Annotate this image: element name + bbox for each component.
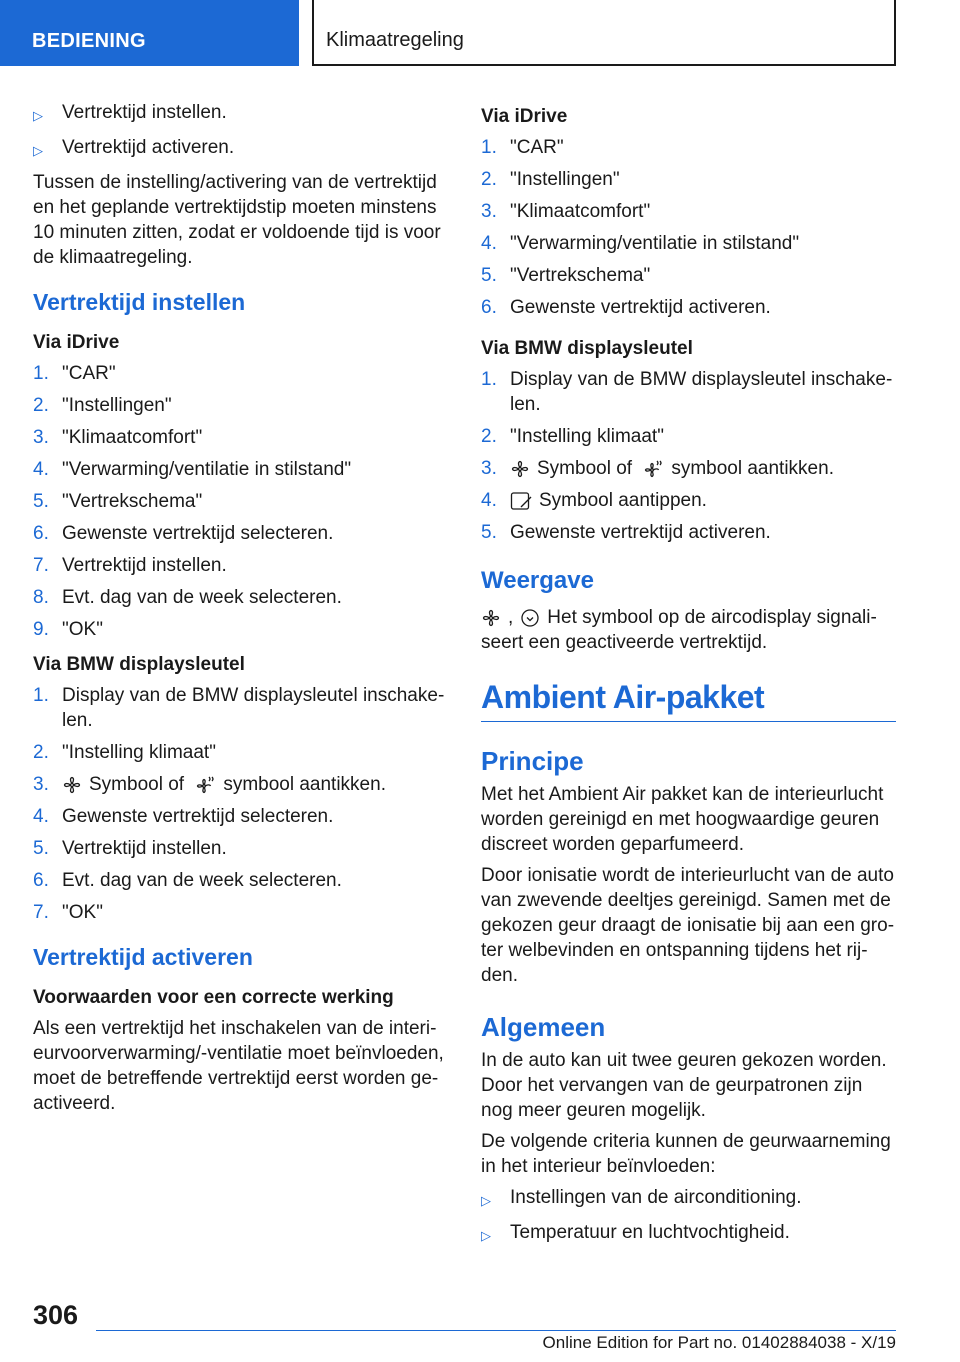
page-number: 306 — [33, 1300, 79, 1330]
page-header — [0, 0, 960, 66]
list-item: 3. "Klimaatcomfort" — [33, 427, 203, 448]
list-item: ▷ Vertrektijd activeren. — [33, 135, 445, 163]
list-item: 5. Vertrektijd instellen. — [33, 838, 227, 859]
list-item: 2. "Instelling klimaat" — [481, 426, 664, 447]
list-item: 7. "OK" — [33, 902, 103, 923]
algemeen-paragraph-1: In de auto kan uit twee geuren gekozen worden. Door het vervangen van de geurpatronen zijn nog meer geuren mogelijk. — [481, 1050, 887, 1121]
section-tab: BEDIENING — [0, 0, 299, 66]
clock-icon — [520, 608, 540, 628]
principe-paragraph-2: Door ionisatie wordt de interieurlucht van de auto van zwevende deeltjes gereinigd. Samen met de gekozen geur draagt de ionisatie bij aan een groter welbevinden en ontspanning tijdens het rijden. — [481, 865, 895, 986]
list-item: 7. Vertrektijd instellen. — [33, 555, 227, 576]
triangle-right-icon: ▷ — [33, 108, 43, 123]
list-item: 1. "CAR" — [33, 363, 116, 384]
principe-paragraph-1: Met het Ambient Air pakket kan de interieurlucht worden gereinigd en met hoogwaardige geuren discreet worden geparfumeerd. — [481, 784, 884, 855]
fan-icon — [62, 775, 82, 795]
edition-note: Online Edition for Part no. 01402884038 - X/19 — [542, 1333, 896, 1352]
heading-vertrektijd-instellen: Vertrektijd instellen — [33, 289, 246, 315]
heading-via-displaysleutel: Via BMW displaysleutel — [481, 338, 693, 359]
heading-via-idrive: Via iDrive — [481, 106, 568, 127]
list-item: 8. Evt. dag van de week selecteren. — [33, 587, 342, 608]
list-item: 3. Symbool of symbool aantikken. — [33, 774, 386, 795]
list-item: ▷ Temperatuur en luchtvochtigheid. — [481, 1220, 896, 1248]
triangle-right-icon: ▷ — [481, 1193, 491, 1208]
heading-via-idrive: Via iDrive — [33, 332, 120, 353]
list-item: 1. "CAR" — [481, 137, 564, 158]
list-item: 4. Symbool aantippen. — [481, 490, 707, 511]
heading-weergave: Weergave — [481, 567, 594, 594]
list-item: 6. Gewenste vertrektijd activeren. — [481, 297, 771, 318]
list-item: 2. "Instelling klimaat" — [33, 742, 216, 763]
heading-vertrektijd-activeren: Vertrektijd activeren — [33, 944, 253, 970]
list-item: ▷ Vertrektijd instellen. — [33, 100, 445, 128]
list-item: 5. "Vertrekschema" — [33, 491, 203, 512]
edit-icon — [510, 491, 532, 511]
list-item: 1. Display van de BMW displaysleutel inschakelen. — [33, 685, 445, 731]
fan-heat-icon — [644, 459, 664, 479]
fan-heat-icon — [196, 775, 216, 795]
right-column — [481, 100, 896, 1255]
list-item: 3. "Klimaatcomfort" — [481, 201, 651, 222]
fan-icon — [510, 459, 530, 479]
list-item: 4. "Verwarming/ventilatie in stilstand" — [33, 459, 352, 480]
triangle-right-icon: ▷ — [33, 143, 43, 158]
chapter-title: Klimaatregeling — [312, 0, 896, 66]
list-item: 3. Symbool of symbool aantikken. — [481, 458, 834, 479]
left-column — [33, 100, 445, 1122]
conditions-paragraph: Als een vertrektijd het inschakelen van de interieurvoorverwarming/-ventilatie moet beïnvloeden, moet de betreffende vertrektijd eerst worden geactiveerd. — [33, 1018, 444, 1114]
footer-divider — [96, 1330, 896, 1331]
algemeen-paragraph-2: De volgende criteria kunnen de geurwaarneming in het interieur beïnvloeden: — [481, 1131, 891, 1177]
heading-algemeen: Algemeen — [481, 1012, 606, 1042]
heading-principe: Principe — [481, 746, 584, 776]
list-item: 9. "OK" — [33, 619, 103, 640]
list-item: 5. Gewenste vertrektijd activeren. — [481, 522, 771, 543]
list-item: 4. Gewenste vertrektijd selecteren. — [33, 806, 334, 827]
weergave-paragraph: , Het symbool op de aircodisplay signaliseert een geactiveerde vertrektijd. — [481, 607, 877, 653]
list-item: 2. "Instellingen" — [481, 169, 620, 190]
list-item: 1. Display van de BMW displaysleutel inschakelen. — [481, 369, 893, 415]
intro-paragraph: Tussen de instelling/activering van de vertrektijd en het geplande vertrektijdstip moeten minstens 10 minuten zitten, zodat er voldoende tijd is voor de klimaatregeling. — [33, 172, 441, 268]
heading-ambient-air: Ambient Air-pakket — [481, 677, 896, 722]
triangle-right-icon: ▷ — [481, 1228, 491, 1243]
list-item: 5. "Vertrekschema" — [481, 265, 651, 286]
list-item: 2. "Instellingen" — [33, 395, 172, 416]
list-item: 6. Gewenste vertrektijd selecteren. — [33, 523, 334, 544]
heading-via-displaysleutel: Via BMW displaysleutel — [33, 654, 245, 675]
list-item: 4. "Verwarming/ventilatie in stilstand" — [481, 233, 800, 254]
list-item: ▷ Instellingen van de airconditioning. — [481, 1185, 896, 1213]
heading-voorwaarden: Voorwaarden voor een correcte werking — [33, 987, 394, 1008]
list-item: 6. Evt. dag van de week selecteren. — [33, 870, 342, 891]
fan-icon — [481, 608, 501, 628]
